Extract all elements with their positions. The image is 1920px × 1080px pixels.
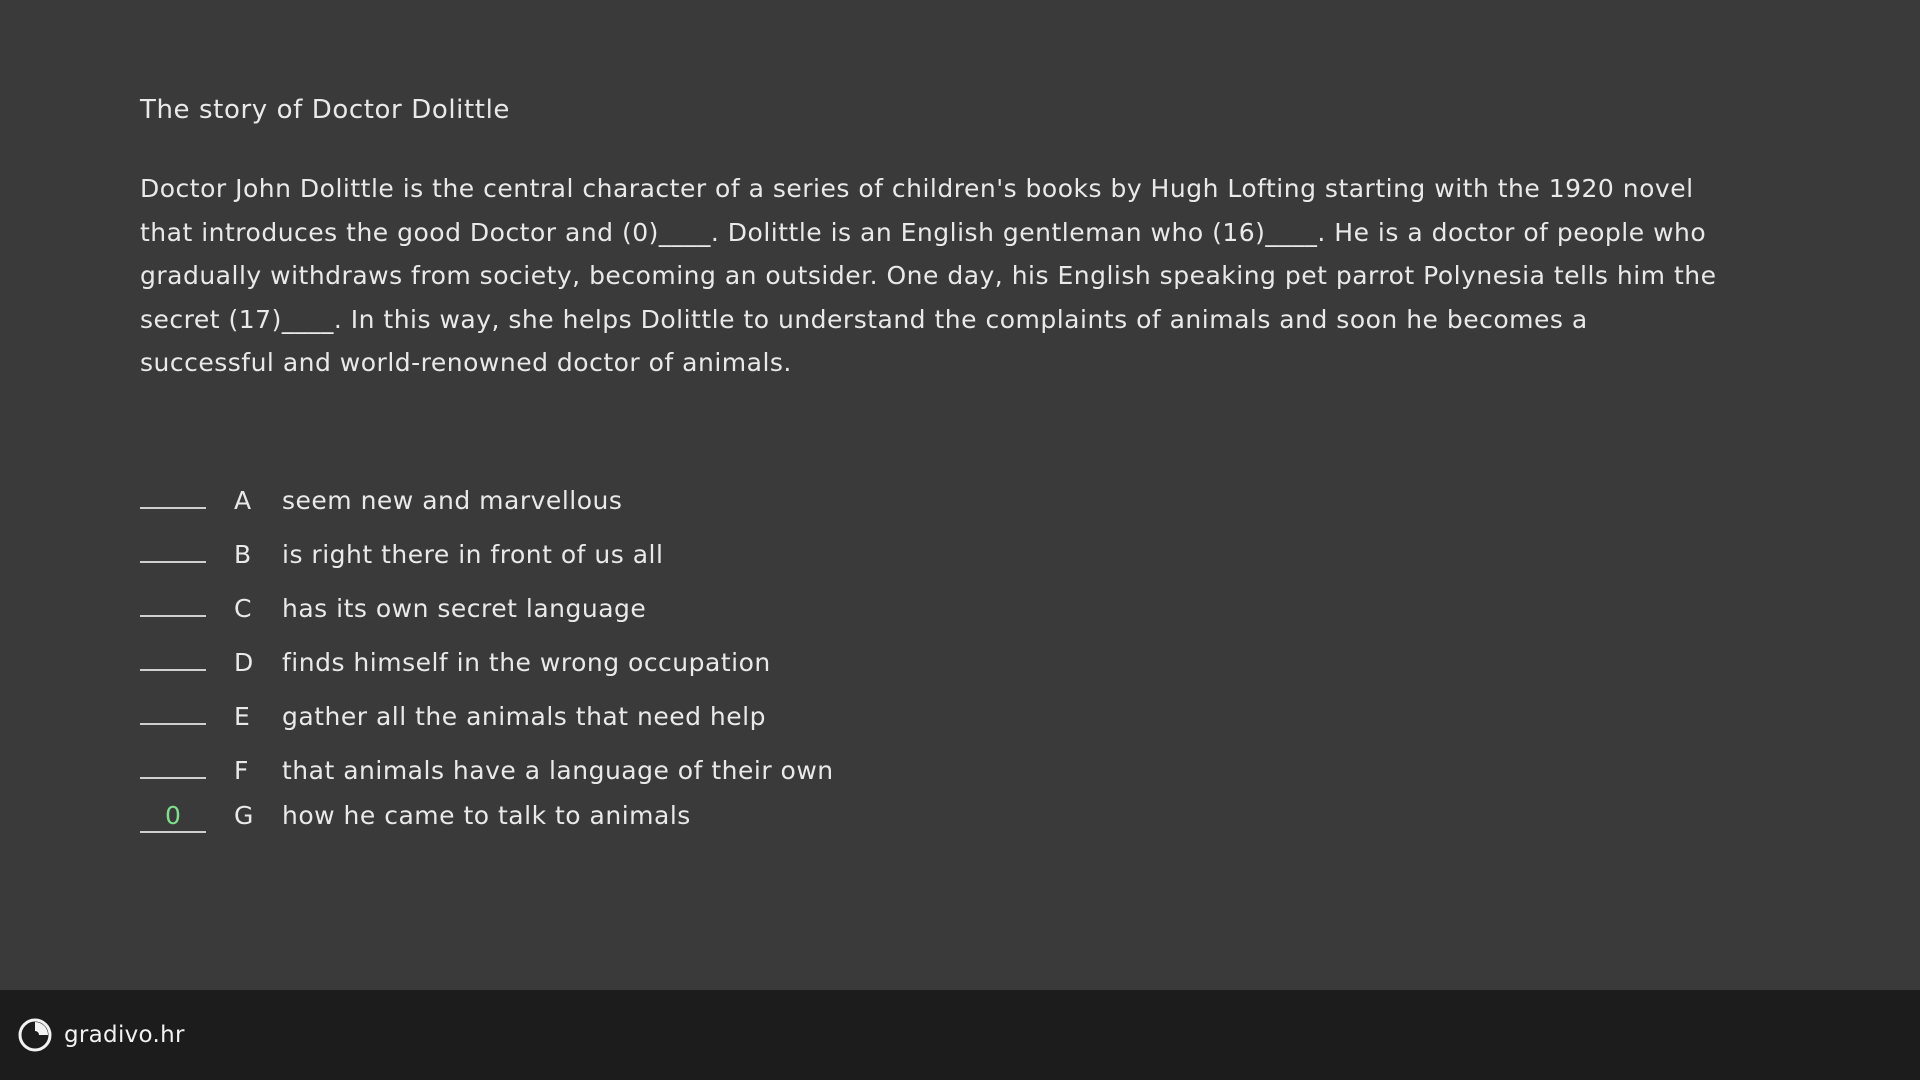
page-title: The story of Doctor Dolittle	[140, 95, 510, 125]
option-text: seem new and marvellous	[282, 485, 623, 515]
option-letter: D	[234, 647, 254, 677]
option-letter: G	[234, 800, 254, 830]
passage-text: Doctor John Dolittle is the central character of a series of children's books by Hugh Lofting starting with the 1920 novel that introduces the good Doctor and (0)____. Dolittle is an English gentleman who (16)____. He is a doctor of people who gradually withdraws from society, becoming an outsider. One day, his English speaking pet parrot Polynesia tells him the secret (17)____. In this way, she helps Dolittle to understand the complaints of animals and soon he becomes a successful and world-renowned doctor of animals.	[140, 174, 1717, 377]
list-item[interactable]	[140, 477, 1780, 531]
answer-blank[interactable]	[140, 531, 206, 563]
brand-name: gradivo.hr	[64, 1022, 185, 1048]
list-item[interactable]	[140, 693, 1780, 747]
answer-blank[interactable]	[140, 747, 206, 779]
list-item[interactable]	[140, 747, 1780, 801]
worksheet-content	[140, 95, 1780, 855]
option-letter: C	[234, 593, 252, 623]
list-item[interactable]	[140, 531, 1780, 585]
answer-blank[interactable]	[140, 585, 206, 617]
list-item[interactable]	[140, 801, 1780, 855]
option-letter: B	[234, 539, 252, 569]
footer-bar	[0, 990, 1920, 1080]
list-item[interactable]	[140, 585, 1780, 639]
option-letter: A	[234, 485, 252, 515]
gradivo-circle-logo-icon	[18, 1018, 52, 1052]
option-text: finds himself in the wrong occupation	[282, 647, 771, 677]
options-list	[140, 477, 1780, 855]
option-text: gather all the animals that need help	[282, 701, 766, 731]
option-text: how he came to talk to animals	[282, 800, 691, 830]
answer-blank[interactable]	[140, 477, 206, 509]
list-item[interactable]	[140, 639, 1780, 693]
answer-blank[interactable]	[140, 639, 206, 671]
answer-blank[interactable]	[140, 693, 206, 725]
option-letter: E	[234, 701, 251, 731]
option-text: that animals have a language of their own	[282, 755, 834, 785]
option-text: has its own secret language	[282, 593, 647, 623]
option-text: is right there in front of us all	[282, 539, 664, 569]
answer-blank[interactable]: 0	[140, 801, 206, 833]
option-letter: F	[234, 755, 249, 785]
